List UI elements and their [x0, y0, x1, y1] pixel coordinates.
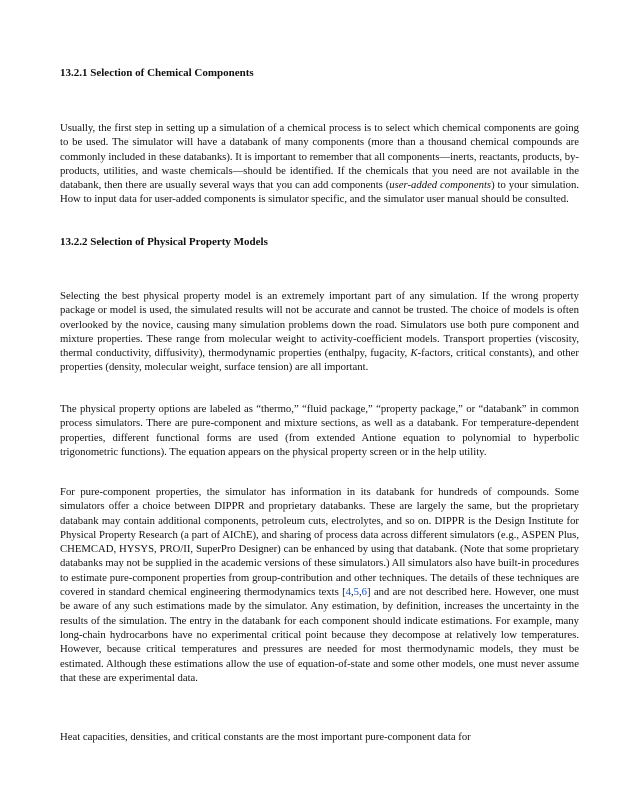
- text-run: For pure-component properties, the simulator has information in its databank for hundreds of compounds. Some simulators offer a choice between DIPPR and proprietary databanks. These are largely the same, but the proprietary databank may contain additional components, petroleum cuts, electrolytes, and so on. DIPPR is the Design Institute for Physical Property Research (a part of AIChE), and sharing of process data across different simulators (e.g., ASPEN Plus, CHEMCAD, HYSYS, PRO/II, SuperPro Designer) can be enhanced by using that databank. (Note that some proprietary databanks may not be supplied in the academic versions of these simulators.) All simulators also have built-in procedures to estimate pure-component properties from group-contribution and other techniques. The details of these techniques are covered in standard chemical engineering thermodynamics texts [: [60, 486, 579, 599]
- reference-link-4[interactable]: 4: [345, 586, 351, 599]
- ref-separator: ,: [350, 586, 354, 599]
- paragraph-property-models: [60, 289, 579, 375]
- text-run: Usually, the first step in setting up a simulation of a chemical process is to select which chemical components are going to be used. The simulator will have a databank of many components (more than a thousand chemical compounds are commonly included in these databanks). It is important to remember that all components—inerts, reactants, products, by-products, utilities, and waste chemicals—should be identified. If the chemicals that you need are not available in the databank, then there are usually several ways that you can add components (: [60, 122, 579, 192]
- paragraph-heat-capacities: Heat capacities, densities, and critical constants are the most important pure-component data for: [60, 731, 471, 743]
- italic-term: K: [410, 347, 418, 360]
- text-run: ) to your simulation. How to input data for user-added components is simulator specific, and the simulator user manual should be consulted.: [60, 179, 580, 206]
- paragraph-pure-component-properties: [60, 485, 579, 685]
- section-heading-physical-property-models: 13.2.2 Selection of Physical Property Models: [60, 236, 268, 248]
- text-run: ] and are not described here. However, one must be aware of any such estimations made by the simulator. Any estimation, by definition, increases the uncertainty in the results of the simulation. The entry in the databank for each component should indicate estimations. For example, many long-chain hydrocarbons have no experimental critical point because they decompose at relatively low temperatures. However, because critical temperatures and pressures are needed for most thermodynamic models, they must be estimated. Although these estimations allow the use of equation-of-state and some other models, one must never assume that these are experimental data.: [60, 586, 579, 684]
- reference-link-6[interactable]: 6: [361, 586, 368, 599]
- paragraph-property-options: The physical property options are labeled as “thermo,” “fluid package,” “property package,” or “databank” in common process simulators. There are pure-component and mixture sections, as well as a databank. For temperature-dependent properties, different functional forms are used (from extended Antione equation to polynomial to hyperbolic trigonometric functions). The equation appears on the physical property screen or in the help utility.: [60, 403, 579, 458]
- italic-term: user-added components: [389, 179, 492, 192]
- text-run: Selecting the best physical property model is an extremely important part of any simulation. If the wrong property package or model is used, the simulated results will not be accurate and cannot be trusted. The choice of models is often overlooked by the novice, causing many simulation problems down the road. Simulators use both pure component and mixture properties. These range from molecular weight to activity-coefficient models. Transport properties (viscosity, thermal conductivity, diffusivity), thermodynamic properties (enthalpy, fugacity,: [60, 290, 579, 360]
- ref-separator: ,: [359, 586, 362, 599]
- section-heading-chemical-components: 13.2.1 Selection of Chemical Components: [60, 67, 254, 79]
- paragraph-chemical-components: [60, 121, 579, 207]
- text-run: -factors, critical constants), and other properties (density, molecular weight, surface tension) are all important.: [60, 347, 579, 374]
- reference-link-5[interactable]: 5: [353, 586, 359, 599]
